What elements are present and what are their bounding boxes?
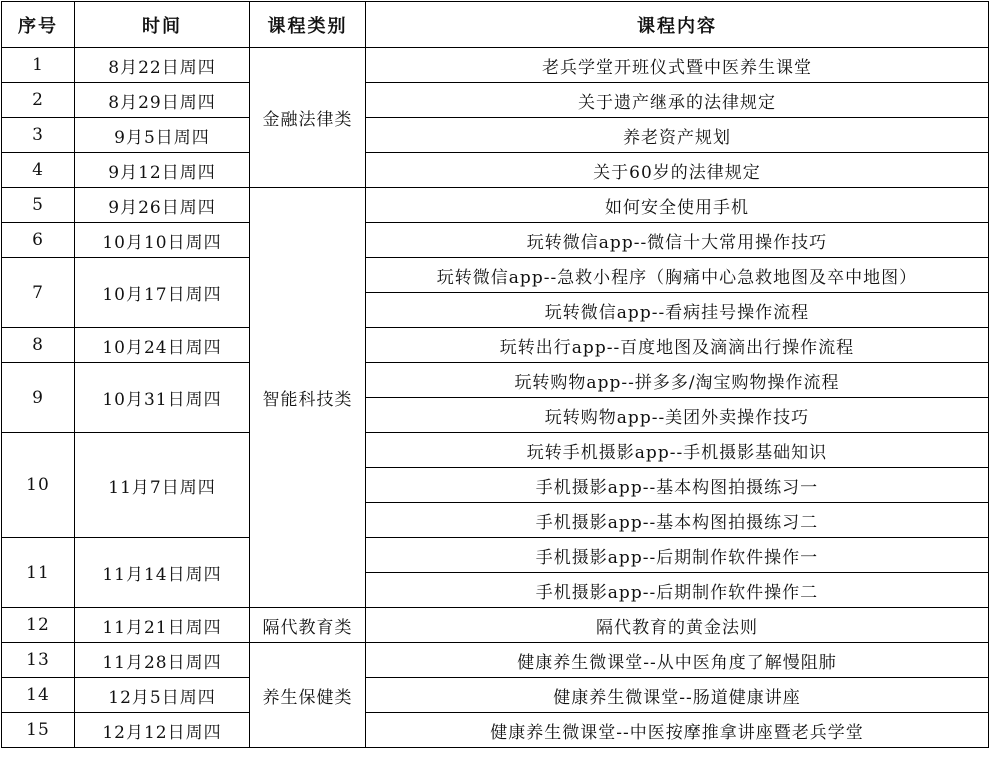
seq-cell: 8 xyxy=(2,328,75,363)
content-cell: 健康养生微课堂--肠道健康讲座 xyxy=(366,678,989,713)
content-cell: 玩转购物app--拼多多/淘宝购物操作流程 xyxy=(366,363,989,398)
table-row xyxy=(2,713,989,748)
table-row xyxy=(2,363,989,398)
table-row xyxy=(2,188,989,223)
content-cell: 关于60岁的法律规定 xyxy=(366,153,989,188)
table-row xyxy=(2,153,989,188)
content-cell: 手机摄影app--基本构图拍摄练习二 xyxy=(366,503,989,538)
content-cell: 玩转出行app--百度地图及滴滴出行操作流程 xyxy=(366,328,989,363)
table-row xyxy=(2,678,989,713)
seq-cell: 13 xyxy=(2,643,75,678)
header-seq: 序号 xyxy=(2,2,75,48)
time-cell: 9月5日周四 xyxy=(75,118,250,153)
seq-cell: 9 xyxy=(2,363,75,433)
table-row xyxy=(2,538,989,573)
table-row xyxy=(2,643,989,678)
seq-cell: 10 xyxy=(2,433,75,538)
content-cell: 隔代教育的黄金法则 xyxy=(366,608,989,643)
seq-cell: 6 xyxy=(2,223,75,258)
content-cell: 如何安全使用手机 xyxy=(366,188,989,223)
time-cell: 12月5日周四 xyxy=(75,678,250,713)
table-row xyxy=(2,223,989,258)
time-cell: 11月7日周四 xyxy=(75,433,250,538)
time-cell: 11月14日周四 xyxy=(75,538,250,608)
time-cell: 9月12日周四 xyxy=(75,153,250,188)
time-cell: 12月12日周四 xyxy=(75,713,250,748)
content-cell: 玩转微信app--看病挂号操作流程 xyxy=(366,293,989,328)
table-row xyxy=(2,433,989,468)
header-row xyxy=(2,2,989,48)
category-cell: 智能科技类 xyxy=(250,188,366,608)
table-row xyxy=(2,48,989,83)
seq-cell: 14 xyxy=(2,678,75,713)
seq-cell: 12 xyxy=(2,608,75,643)
content-cell: 手机摄影app--基本构图拍摄练习一 xyxy=(366,468,989,503)
time-cell: 10月17日周四 xyxy=(75,258,250,328)
course-schedule-table xyxy=(1,1,989,748)
seq-cell: 2 xyxy=(2,83,75,118)
time-cell: 8月22日周四 xyxy=(75,48,250,83)
content-cell: 手机摄影app--后期制作软件操作二 xyxy=(366,573,989,608)
table-row xyxy=(2,328,989,363)
content-cell: 玩转微信app--微信十大常用操作技巧 xyxy=(366,223,989,258)
header-content: 课程内容 xyxy=(366,2,989,48)
seq-cell: 5 xyxy=(2,188,75,223)
content-cell: 健康养生微课堂--中医按摩推拿讲座暨老兵学堂 xyxy=(366,713,989,748)
table-row xyxy=(2,608,989,643)
category-cell: 养生保健类 xyxy=(250,643,366,748)
time-cell: 11月21日周四 xyxy=(75,608,250,643)
seq-cell: 4 xyxy=(2,153,75,188)
table-row xyxy=(2,83,989,118)
header-time: 时间 xyxy=(75,2,250,48)
content-cell: 老兵学堂开班仪式暨中医养生课堂 xyxy=(366,48,989,83)
seq-cell: 3 xyxy=(2,118,75,153)
time-cell: 11月28日周四 xyxy=(75,643,250,678)
seq-cell: 7 xyxy=(2,258,75,328)
table-row xyxy=(2,258,989,293)
content-cell: 玩转手机摄影app--手机摄影基础知识 xyxy=(366,433,989,468)
table-row xyxy=(2,118,989,153)
time-cell: 10月10日周四 xyxy=(75,223,250,258)
content-cell: 手机摄影app--后期制作软件操作一 xyxy=(366,538,989,573)
content-cell: 养老资产规划 xyxy=(366,118,989,153)
seq-cell: 15 xyxy=(2,713,75,748)
header-category: 课程类别 xyxy=(250,2,366,48)
seq-cell: 11 xyxy=(2,538,75,608)
content-cell: 关于遗产继承的法律规定 xyxy=(366,83,989,118)
content-cell: 玩转微信app--急救小程序（胸痛中心急救地图及卒中地图） xyxy=(366,258,989,293)
category-cell: 隔代教育类 xyxy=(250,608,366,643)
time-cell: 8月29日周四 xyxy=(75,83,250,118)
time-cell: 10月24日周四 xyxy=(75,328,250,363)
content-cell: 玩转购物app--美团外卖操作技巧 xyxy=(366,398,989,433)
category-cell: 金融法律类 xyxy=(250,48,366,188)
content-cell: 健康养生微课堂--从中医角度了解慢阻肺 xyxy=(366,643,989,678)
seq-cell: 1 xyxy=(2,48,75,83)
time-cell: 9月26日周四 xyxy=(75,188,250,223)
time-cell: 10月31日周四 xyxy=(75,363,250,433)
